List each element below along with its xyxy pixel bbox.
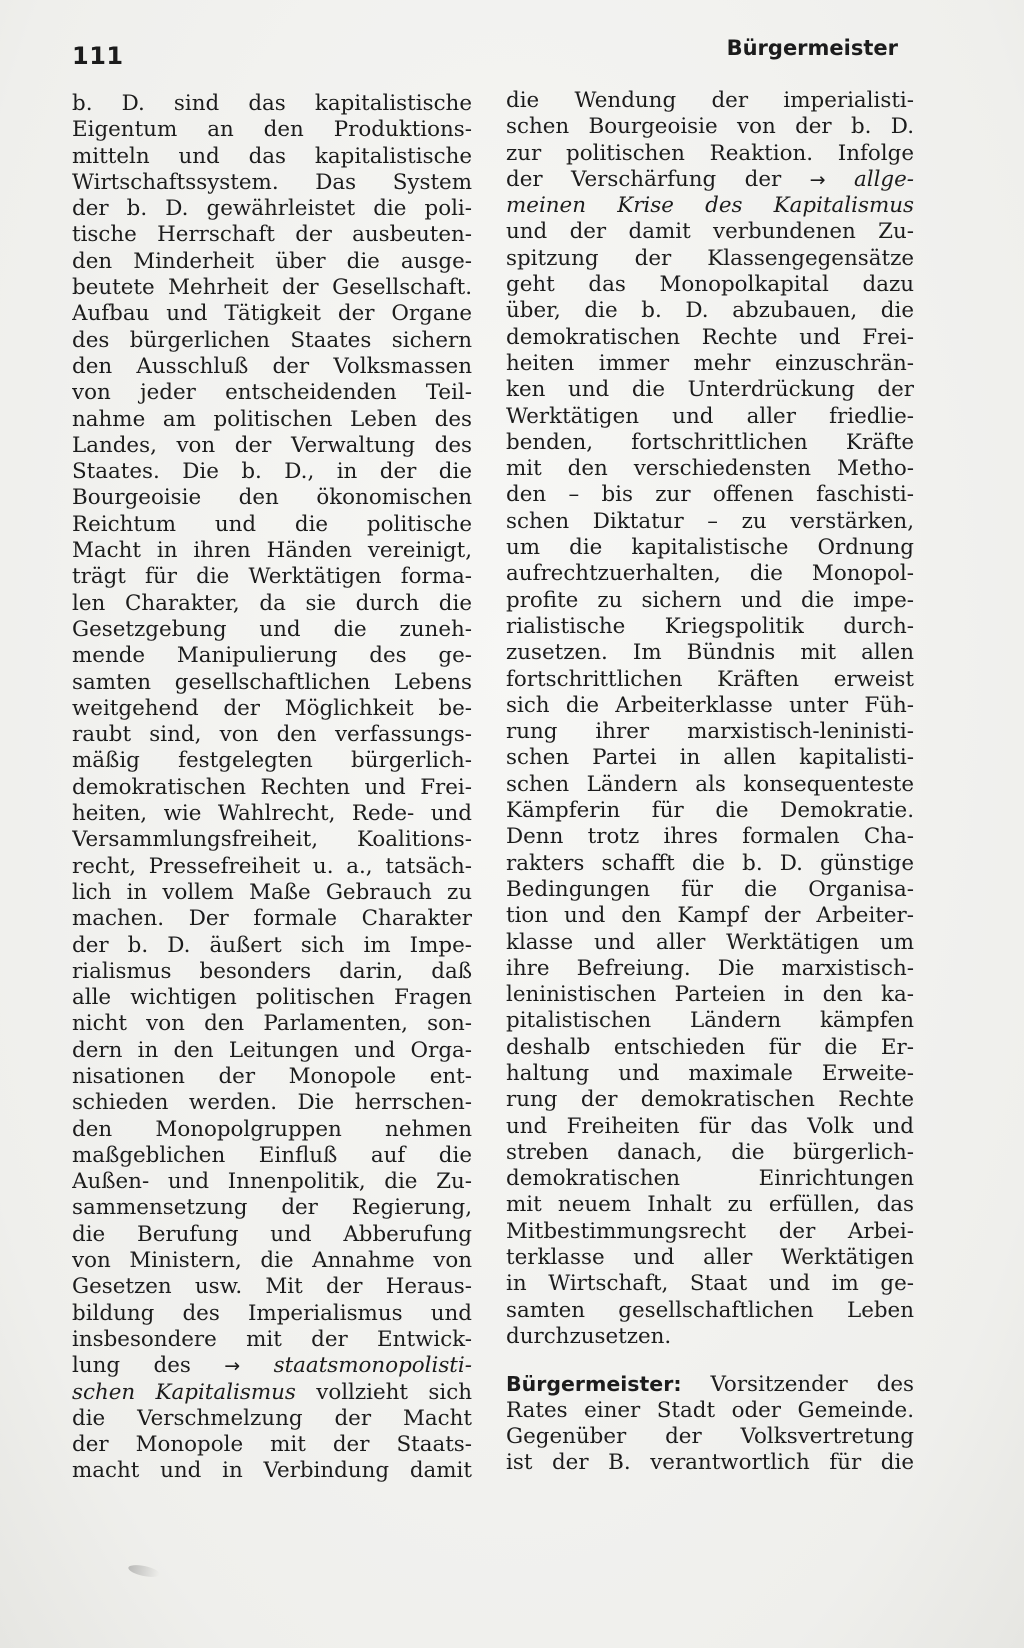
text-line: Werktätigen und aller friedlie- [506,403,914,429]
text-line: zur politischen Reaktion. Infolge [506,140,914,166]
text-line: b. D. sind das kapitalistische [72,91,472,116]
paragraph-gap [506,1350,914,1371]
text-line: haltung und maximale Erweite- [506,1060,914,1086]
text-line: sammensetzung der Regierung, [72,1195,472,1221]
text-line: schen Bourgeoisie von der b. D. [506,114,914,140]
text-line: die Wendung der imperialisti- [506,88,914,113]
text-line: spitzung der Klassengegensätze [506,245,914,271]
text-line: der b. D. äußert sich im Impe- [72,932,472,958]
text-line: um die kapitalistische Ordnung [506,535,914,561]
text-line: des bürgerlichen Staates sichern [72,327,472,353]
text-line: heiten immer mehr einzuschrän- [506,350,914,376]
cross-reference-term: meinen Krise des Kapitalismus [506,193,914,219]
text-line: den Monopolgruppen nehmen [72,1116,472,1142]
text-line: Gegenüber der Volksvertretung [506,1423,914,1449]
text-line: und der damit verbundenen Zu- [506,219,914,245]
text-line [506,193,914,219]
text-line: in Wirtschaft, Staat und im ge- [506,1271,914,1297]
text-line: die Verschmelzung der Macht [72,1405,472,1431]
text-line: demokratischen Rechten und Frei- [72,774,472,800]
text-line: bildung des Imperialismus und [72,1300,472,1326]
text-fragment: vollzieht sich [316,1379,472,1405]
text-line: terklasse und aller Werktätigen [506,1245,914,1271]
text-line: mit neuem Inhalt zu erfüllen, das [506,1192,914,1218]
text-line: Gesetzen usw. Mit der Heraus- [72,1274,472,1300]
text-line: benden, fortschrittlichen Kräfte [506,429,914,455]
text-line: streben danach, die bürgerlich- [506,1139,914,1165]
text-line: demokratischen Rechte und Frei- [506,324,914,350]
entry-heading-line [506,1371,914,1397]
text-line: zusetzen. Im Bündnis mit allen [506,640,914,666]
text-line: rialismus besonders darin, daß [72,958,472,984]
text-line: aufrechtzuerhalten, die Monopol- [506,561,914,587]
text-line: Außen- und Innenpolitik, die Zu- [72,1169,472,1195]
text-line: Versammlungsfreiheit, Koalitions- [72,827,472,853]
text-line: durchzusetzen. [506,1323,672,1349]
text-line: Wirtschaftssystem. Das System [72,169,472,195]
text-line: samten gesellschaftlichen Leben [506,1297,914,1323]
text-line: Bourgeoisie den ökonomischen [72,485,472,511]
entry-term: Bürgermeister: [506,1372,682,1397]
text-fragment: Vorsitzender des [710,1372,914,1398]
text-line: schen Diktatur – zu verstärken, [506,508,914,534]
text-line: von Ministern, die Annahme von [72,1248,472,1274]
text-line: klasse und aller Werktätigen um [506,929,914,955]
text-line: rialistische Kriegspolitik durch- [506,613,914,639]
text-line: beutete Mehrheit der Gesellschaft. [72,275,472,301]
cross-reference-term: schen Kapitalismus [72,1379,296,1405]
text-line: maßgeblichen Einfluß auf die [72,1142,472,1168]
text-line: Bedingungen für die Organisa- [506,876,914,902]
text-line: weitgehend der Möglichkeit be- [72,695,472,721]
cross-reference-arrow-icon: → [809,168,826,191]
text-line: fortschrittlichen Kräften erweist [506,666,914,692]
text-line: geht das Monopolkapital dazu [506,272,914,298]
text-line: alle wichtigen politischen Fragen [72,985,472,1011]
left-text-column [72,91,472,1485]
text-line: ihre Befreiung. Die marxistisch- [506,955,914,981]
text-fragment: der Verschärfung der [506,166,782,192]
text-line: Staates. Die b. D., in der die [72,459,472,485]
text-line: pitalistischen Ländern kämpfen [506,1008,914,1034]
text-line: Landes, von der Verwaltung des [72,432,472,458]
text-line: Eigentum an den Produktions- [72,117,472,143]
text-line [72,1353,472,1379]
text-line: profite zu sichern und die impe- [506,587,914,613]
text-line: sich die Arbeiterklasse unter Füh- [506,692,914,718]
text-line: den Minderheit über die ausge- [72,248,472,274]
text-line: über, die b. D. abzubauen, die [506,298,914,324]
running-head: Bürgermeister [726,36,898,60]
text-line: trägt für die Werktätigen forma- [72,564,472,590]
scan-smudge [127,1563,160,1579]
text-line: leninistischen Parteien in den ka- [506,982,914,1008]
text-line [506,167,914,193]
text-line: nahme am politischen Leben des [72,406,472,432]
text-line: tion und den Kampf der Arbeiter- [506,903,914,929]
text-line: dern in den Leitungen und Orga- [72,1037,472,1063]
text-line: mäßig festgelegten bürgerlich- [72,748,472,774]
text-line: den Ausschluß der Volksmassen [72,353,472,379]
text-line: rakters schafft die b. D. günstige [506,850,914,876]
text-line: tische Herrschaft der ausbeuten- [72,222,472,248]
text-line: macht und in Verbindung damit [72,1458,472,1484]
text-line: von jeder entscheidenden Teil- [72,380,472,406]
text-line: recht, Pressefreiheit u. a., tatsäch- [72,853,472,879]
text-line: Mitbestimmungsrecht der Arbei- [506,1218,914,1244]
text-line: raubt sind, von den verfassungs- [72,722,472,748]
text-line: schen Partei in allen kapitalisti- [506,745,914,771]
text-line: Rates einer Stadt oder Gemeinde. [506,1397,914,1423]
text-fragment: lung des [72,1353,191,1379]
text-line: nicht von den Parlamenten, son- [72,1011,472,1037]
text-line: schieden werden. Die herrschen- [72,1090,472,1116]
text-line: ken und die Unterdrückung der [506,377,914,403]
text-line: der b. D. gewährleistet die poli- [72,196,472,222]
text-line: Macht in ihren Händen vereinigt, [72,538,472,564]
text-line: Gesetzgebung und die zuneh- [72,616,472,642]
text-line: machen. Der formale Charakter [72,906,472,932]
text-line: Aufbau und Tätigkeit der Organe [72,301,472,327]
text-line: demokratischen Einrichtungen [506,1166,914,1192]
text-line: Denn trotz ihres formalen Cha- [506,824,914,850]
text-line: mitteln und das kapitalistische [72,143,472,169]
page-number: 111 [72,42,124,70]
text-line: deshalb entschieden für die Er- [506,1034,914,1060]
text-line: len Charakter, da sie durch die [72,590,472,616]
text-line: insbesondere mit der Entwick- [72,1326,472,1352]
cross-reference-term: allge- [853,166,914,192]
text-line: heiten, wie Wahlrecht, Rede- und [72,801,472,827]
right-text-column [506,88,914,1476]
text-line: ist der B. verantwortlich für die [506,1450,914,1476]
cross-reference-arrow-icon: → [224,1355,241,1378]
text-line: schen Ländern als konsequenteste [506,771,914,797]
text-line: lich in vollem Maße Gebrauch zu [72,879,472,905]
text-line: samten gesellschaftlichen Lebens [72,669,472,695]
text-line: den – bis zur offenen faschisti- [506,482,914,508]
text-line: Kämpferin für die Demokratie. [506,798,914,824]
text-line: rung ihrer marxistisch-leninisti- [506,719,914,745]
text-line: und Freiheiten für das Volk und [506,1113,914,1139]
text-line: mende Manipulierung des ge- [72,643,472,669]
text-line: mit den verschiedensten Metho- [506,456,914,482]
text-line [72,1380,472,1406]
text-line: der Monopole mit der Staats- [72,1432,472,1458]
cross-reference-term: staatsmonopolisti- [273,1353,472,1379]
text-line: nisationen der Monopole ent- [72,1063,472,1089]
text-line: rung der demokratischen Rechte [506,1087,914,1113]
text-line: die Berufung und Abberufung [72,1221,472,1247]
text-line: Reichtum und die politische [72,511,472,537]
